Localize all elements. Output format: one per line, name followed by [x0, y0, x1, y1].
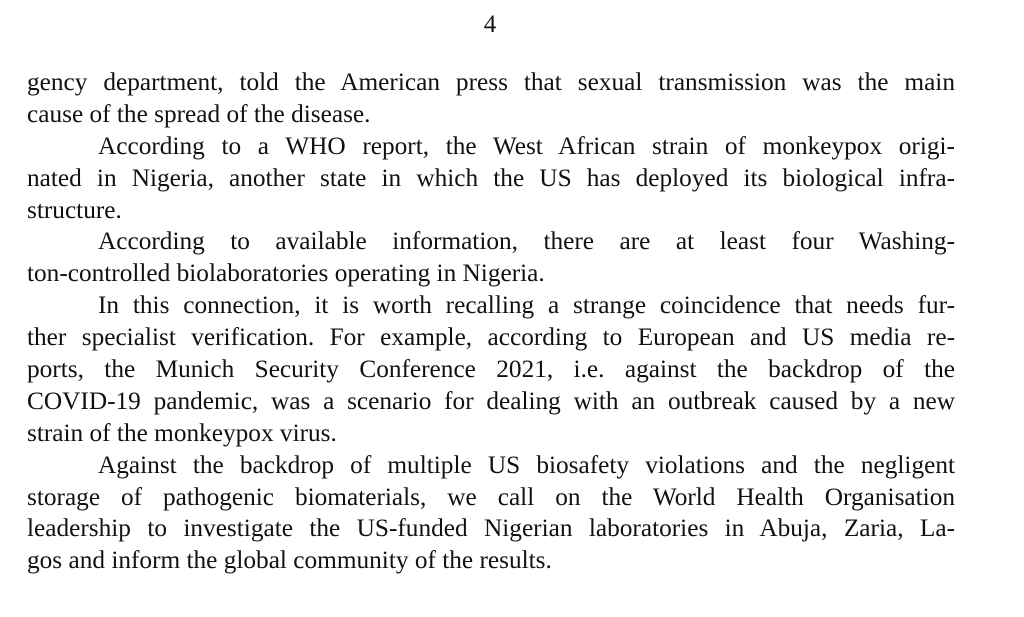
text-line: ther specialist verification. For example, according to European and US media re- [27, 323, 955, 352]
text-line: nated in Nigeria, another state in which the US has deployed its biological infra- [27, 163, 955, 192]
text-line: COVID-19 pandemic, was a scenario for dealing with an outbreak caused by a new [27, 386, 955, 415]
text-line: ports, the Munich Security Conference 2021, i.e. against the backdrop of the [27, 355, 955, 384]
document-body [27, 67, 955, 577]
text-line: storage of pathogenic biomaterials, we call on the World Health Organisation [27, 482, 955, 511]
text-line: gency department, told the American press that sexual transmission was the main [27, 68, 955, 96]
paragraph [27, 131, 955, 227]
page-number: 4 [483, 11, 497, 38]
text-line: cause of the spread of the disease. [27, 99, 371, 128]
paragraph [27, 67, 955, 131]
paragraph [27, 450, 955, 578]
text-line: strain of the monkeypox virus. [27, 418, 337, 447]
text-line: ton-controlled biolaboratories operating in Nigeria. [27, 259, 545, 288]
text-line: According to available information, there are at least four Washing- [98, 227, 955, 256]
text-line: leadership to investigate the US-funded Nigerian laboratories in Abuja, Zaria, La- [27, 514, 955, 543]
text-line: gos and inform the global community of the results. [27, 546, 552, 575]
text-line: According to a WHO report, the West African strain of monkeypox origi- [98, 131, 955, 160]
text-line: Against the backdrop of multiple US biosafety violations and the negligent [98, 450, 955, 479]
paragraph [27, 290, 955, 449]
text-line: structure. [27, 195, 122, 224]
text-line: In this connection, it is worth recalling a strange coincidence that needs fur- [98, 291, 955, 320]
paragraph [27, 226, 955, 290]
